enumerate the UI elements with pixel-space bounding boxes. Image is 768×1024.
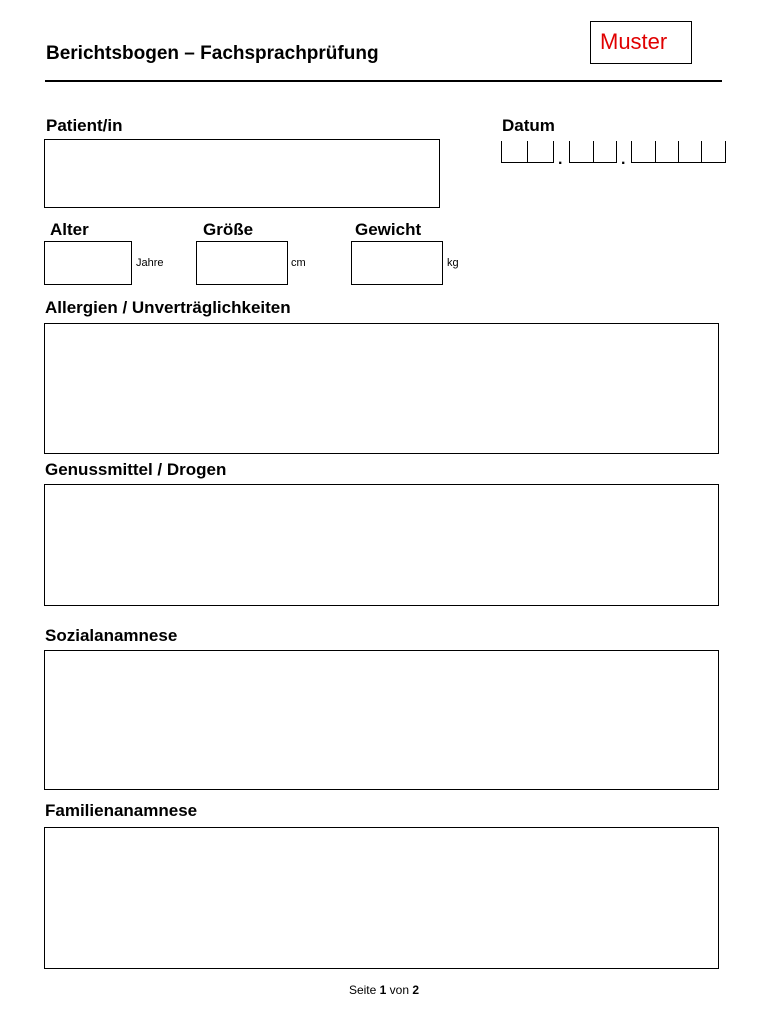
height-label: Größe — [203, 220, 254, 239]
height-unit: cm — [291, 257, 306, 269]
age-label: Alter — [50, 220, 89, 239]
age-unit: Jahre — [136, 257, 164, 269]
social-history-label: Sozialanamnese — [45, 626, 178, 645]
patient-label: Patient/in — [46, 116, 123, 135]
date-separator-1: . — [558, 151, 563, 168]
page-current: 1 — [379, 983, 387, 997]
height-field[interactable] — [196, 241, 288, 285]
substances-field[interactable] — [44, 484, 719, 606]
weight-field[interactable] — [351, 241, 443, 285]
date-year-cells[interactable] — [631, 141, 726, 163]
family-history-field[interactable] — [44, 827, 719, 969]
date-month-cells[interactable] — [569, 141, 617, 163]
document-title: Berichtsbogen – Fachsprachprüfung — [46, 43, 379, 64]
social-history-field[interactable] — [44, 650, 719, 790]
substances-label: Genussmittel / Drogen — [45, 460, 227, 479]
weight-unit: kg — [447, 257, 459, 269]
allergies-field[interactable] — [44, 323, 719, 454]
weight-label: Gewicht — [355, 220, 422, 239]
family-history-label: Familienanamnese — [45, 801, 198, 820]
sample-stamp: Muster — [590, 21, 692, 64]
page-prefix: Seite — [348, 983, 377, 997]
header-rule — [45, 80, 722, 82]
page-of: von — [389, 983, 410, 997]
date-day-cells[interactable] — [501, 141, 554, 163]
allergies-label: Allergien / Unverträglichkeiten — [45, 298, 291, 317]
date-separator-2: . — [621, 151, 626, 168]
date-field[interactable] — [501, 141, 726, 168]
date-label: Datum — [502, 116, 555, 135]
age-field[interactable] — [44, 241, 132, 285]
page-footer — [0, 983, 768, 997]
patient-field[interactable] — [44, 139, 440, 208]
page-total: 2 — [412, 983, 420, 997]
